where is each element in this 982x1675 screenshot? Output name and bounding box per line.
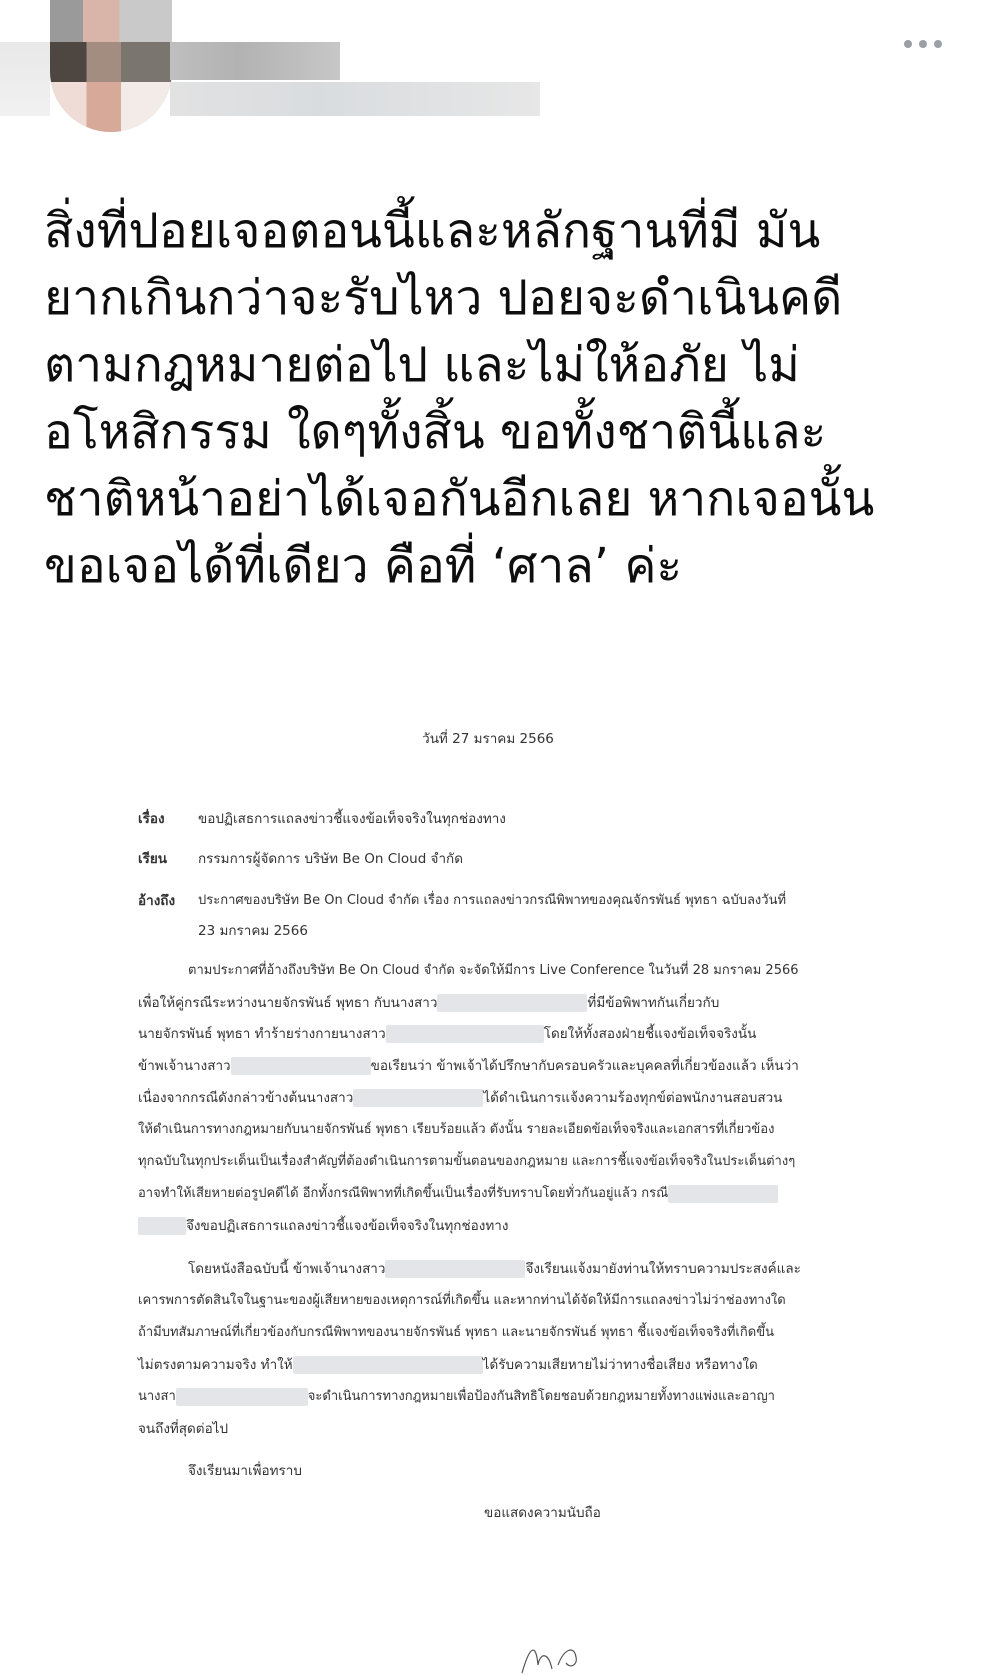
letter-closing: จึงเรียนมาเพื่อทราบ (188, 1463, 302, 1479)
ref-text: ประกาศของบริษัท Be On Cloud จำกัด เรื่อง การแถลงข่าวกรณีพิพาทของคุณจักรพันธ์ พุทธา ฉบับลงวันที่ (198, 893, 787, 908)
letter-image[interactable] (138, 731, 838, 1668)
letter-line: จนถึงที่สุดต่อไป (138, 1421, 229, 1437)
avatar[interactable] (50, 0, 172, 132)
letter-line: ทุกฉบับในทุกประเด็นเป็นเรื่องสำคัญที่ต้องดำเนินการตามขั้นตอนของกฎหมาย และการชี้แจงข้อเท็จจริงในประเด็นต่างๆ (138, 1154, 796, 1169)
subject-text: ขอปฏิเสธการแถลงข่าวชี้แจงข้อเท็จจริงในทุกช่องทาง (198, 811, 506, 827)
letter-line: เพื่อให้คู่กรณีระหว่างนายจักรพันธ์ พุทธา กับนางสาว ที่มีข้อพิพาทกันเกี่ยวกับ (138, 995, 720, 1011)
signature-icon (518, 1635, 608, 1675)
post-line: อโหสิกรรม ใดๆทั้งสิ้น ขอทั้งชาตินี้และ (44, 404, 827, 460)
to-text: กรรมการผู้จัดการ บริษัท Be On Cloud จำกัด (198, 851, 463, 867)
letter-line: นางสา จะดำเนินการทางกฎหมายเพื่อป้องกันสิทธิโดยชอบด้วยกฎหมายทั้งทางแพ่งและอาญา (138, 1389, 775, 1404)
letter-line: จึงขอปฏิเสธการแถลงข่าวชี้แจงข้อเท็จจริงในทุกช่องทาง (138, 1214, 508, 1236)
letter-line: เคารพการตัดสินใจในฐานะของผู้เสียหายของเหตุการณ์ที่เกิดขึ้น และหากท่านได้จัดให้มีการแถลงข่าวไม่ว่าช่องทางใด (138, 1293, 786, 1308)
letter-line: ถ้ามีบทสัมภาษณ์ที่เกี่ยวข้องกับกรณีพิพาทของนายจักรพันธ์ พุทธา และนายจักรพันธ์ พุทธา ชี้แจงข้อเท็จจริงที่เกิดขึ้น (138, 1325, 774, 1340)
to-label: เรียน (138, 851, 168, 867)
post-line: ตามกฎหมายต่อไป และไม่ให้อภัย ไม่ (44, 337, 800, 393)
post-header (0, 0, 982, 140)
ref-text-2: 23 มกราคม 2566 (198, 923, 308, 939)
post-line: ชาติหน้าอย่าได้เจอกันอีกเลย หากเจอนั้น (44, 471, 875, 527)
ref-label: อ้างถึง (138, 893, 176, 909)
letter-line: โดยหนังสือฉบับนี้ ข้าพเจ้านางสาว จึงเรียนแจ้งมายังท่านให้ทราบความประสงค์และ (188, 1261, 801, 1277)
more-options-button[interactable] (900, 30, 946, 58)
subject-label: เรื่อง (138, 811, 165, 827)
post-text (44, 198, 964, 600)
letter-line: เนื่องจากกรณีดังกล่าวข้างต้นนางสาว ได้ดำเนินการแจ้งความร้องทุกข์ต่อพนักงานสอบสวน (138, 1090, 783, 1106)
letter-date: วันที่ 27 มราคม 2566 (422, 731, 554, 747)
letter-line: ไม่ตรงตามความจริง ทำให้ ได้รับความเสียหายไม่ว่าทางชื่อเสียง หรือทางใด (138, 1357, 758, 1373)
letter-regards: ขอแสดงความนับถือ (484, 1505, 601, 1521)
author-name-blurred[interactable] (170, 42, 340, 80)
post-line: สิ่งที่ปอยเจอตอนนี้และหลักฐานที่มี มัน (44, 203, 821, 259)
more-dots-icon (904, 40, 912, 48)
letter-line: อาจทำให้เสียหายต่อรูปคดีได้ อีกทั้งกรณีพิพาทที่เกิดขึ้นเป็นเรื่องที่รับทราบโดยทั่วกันอยู่แล้ว กรณี (138, 1182, 778, 1203)
letter-line: นายจักรพันธ์ พุทธา ทำร้ายร่างกายนางสาว โดยให้ทั้งสองฝ่ายชี้แจงข้อเท็จจริงนั้น (138, 1026, 757, 1042)
letter-line: ให้ดำเนินการทางกฎหมายกับนายจักรพันธ์ พุทธา เรียบร้อยแล้ว ดังนั้น รายละเอียดข้อเท็จจริงและเอกสารที่เกี่ยวข้อง (138, 1122, 775, 1137)
post-meta-blurred (170, 82, 540, 116)
letter-line: ข้าพเจ้านางสาว ขอเรียนว่า ข้าพเจ้าได้ปรึกษากับครอบครัวและบุคคลที่เกี่ยวข้องแล้ว เห็นว่า (138, 1058, 799, 1074)
post-line: ยากเกินกว่าจะรับไหว ปอยจะดำเนินคดี (44, 270, 843, 326)
blurred-area (0, 42, 50, 116)
letter-line: ตามประกาศที่อ้างถึงบริษัท Be On Cloud จำกัด จะจัดให้มีการ Live Conference ในวันที่ 28 มกราคม 2566 (188, 963, 799, 978)
post-line: ขอเจอได้ที่เดียว คือที่ ‘ศาล’ ค่ะ (44, 538, 683, 594)
